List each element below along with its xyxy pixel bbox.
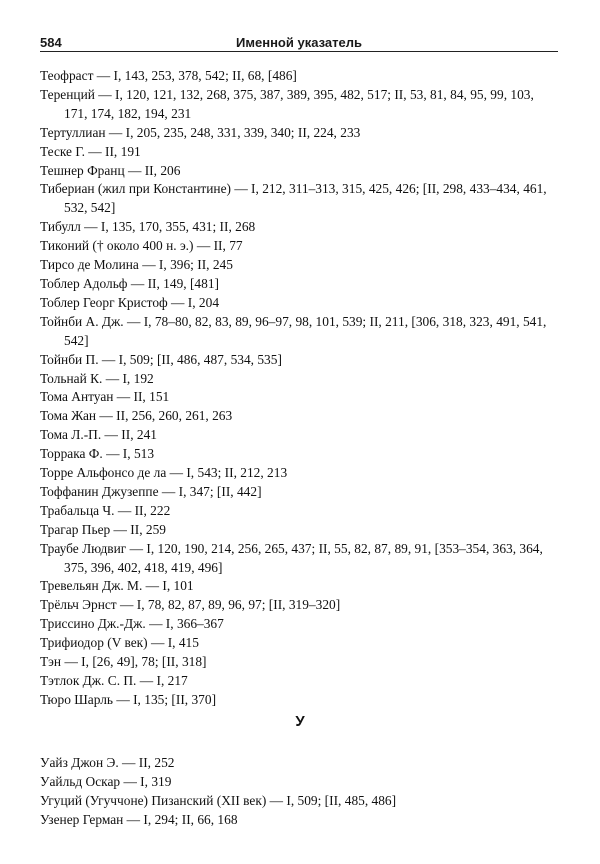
index-entry: Тешнер Франц — II, 206	[40, 162, 181, 178]
index-entry: Тольнай К. — I, 192	[40, 370, 154, 386]
index-list-u	[40, 754, 560, 830]
index-entry: Тома Жан — II, 256, 260, 261, 263	[40, 408, 233, 424]
page-number: 584	[40, 35, 62, 50]
index-entry: Уайз Джон Э. — II, 252	[40, 755, 175, 770]
index-entry: Тюро Шарль — I, 135; [II, 370]	[40, 691, 217, 707]
index-entry: Тома Антуан — II, 151	[40, 389, 170, 405]
index-entry: Тойнби П. — I, 509; [II, 486, 487, 534, 535]	[40, 351, 282, 367]
index-entry: Тибериан (жил при Константине) — I, 212, 311–313, 315, 425, 426; [II, 298, 433–434, 461, 532, 542]	[40, 181, 547, 216]
index-entry: Тойнби А. Дж. — I, 78–80, 82, 83, 89, 96–97, 98, 101, 539; II, 211, [306, 318, 323, 491, 541, 542]	[40, 313, 547, 348]
index-entry: Уайльд Оскар — I, 319	[40, 773, 172, 789]
index-entry: Торре Альфонсо де ла — I, 543; II, 212, 213	[40, 465, 288, 481]
index-entry: Тоффанин Джузеппе — I, 347; [II, 442]	[40, 483, 262, 499]
index-list-t	[40, 67, 560, 710]
index-entry: Тоблер Георг Кристоф — I, 204	[40, 294, 220, 310]
index-entry: Трагар Пьер — II, 259	[40, 521, 166, 537]
index-entry: Трабальца Ч. — II, 222	[40, 502, 171, 518]
index-entry: Угуций (Угуччоне) Пизанский (XII век) — I, 509; [II, 485, 486]	[40, 792, 397, 808]
index-entry: Тирсо де Молина — I, 396; II, 245	[40, 257, 233, 273]
section-letter: У	[295, 713, 305, 730]
running-title: Именной указатель	[236, 35, 362, 50]
index-entry: Трёльч Эрнст — I, 78, 82, 87, 89, 96, 97; [II, 319–320]	[40, 597, 341, 613]
index-entry: Тэтлок Дж. С. П. — I, 217	[40, 673, 188, 688]
index-entry: Тертуллиан — I, 205, 235, 248, 331, 339, 340; II, 224, 233	[40, 124, 361, 140]
index-entry: Тэн — I, [26, 49], 78; [II, 318]	[40, 654, 207, 670]
index-entry: Траубе Людвиг — I, 120, 190, 214, 256, 265, 437; II, 55, 82, 87, 89, 91, [353–354, 363, 364, 375, 396, 402, 418, 419, 496]	[40, 540, 543, 575]
index-entry: Узенер Герман — I, 294; II, 66, 168	[40, 811, 238, 827]
index-entry: Теренций — I, 120, 121, 132, 268, 375, 387, 389, 395, 482, 517; II, 53, 81, 84, 95, 99, 103, 171, 174, 182, 194, 231	[40, 86, 534, 121]
index-entry: Теофраст — I, 143, 253, 378, 542; II, 68, [486]	[40, 68, 297, 83]
index-entry: Трифиодор (V век) — I, 415	[40, 635, 199, 651]
index-entry: Тибулл — I, 135, 170, 355, 431; II, 268	[40, 219, 256, 235]
index-entry: Триссино Дж.-Дж. — I, 366–367	[40, 616, 224, 632]
index-entry: Теске Г. — II, 191	[40, 143, 141, 159]
index-entry: Тиконий († около 400 н. э.) — II, 77	[40, 238, 243, 254]
index-entry: Тревельян Дж. М. — I, 101	[40, 578, 194, 594]
index-entry: Тома Л.-П. — II, 241	[40, 427, 157, 443]
index-entry: Тоблер Адольф — II, 149, [481]	[40, 275, 219, 291]
index-entry: Торрака Ф. — I, 513	[40, 446, 155, 462]
header-rule	[40, 51, 558, 52]
